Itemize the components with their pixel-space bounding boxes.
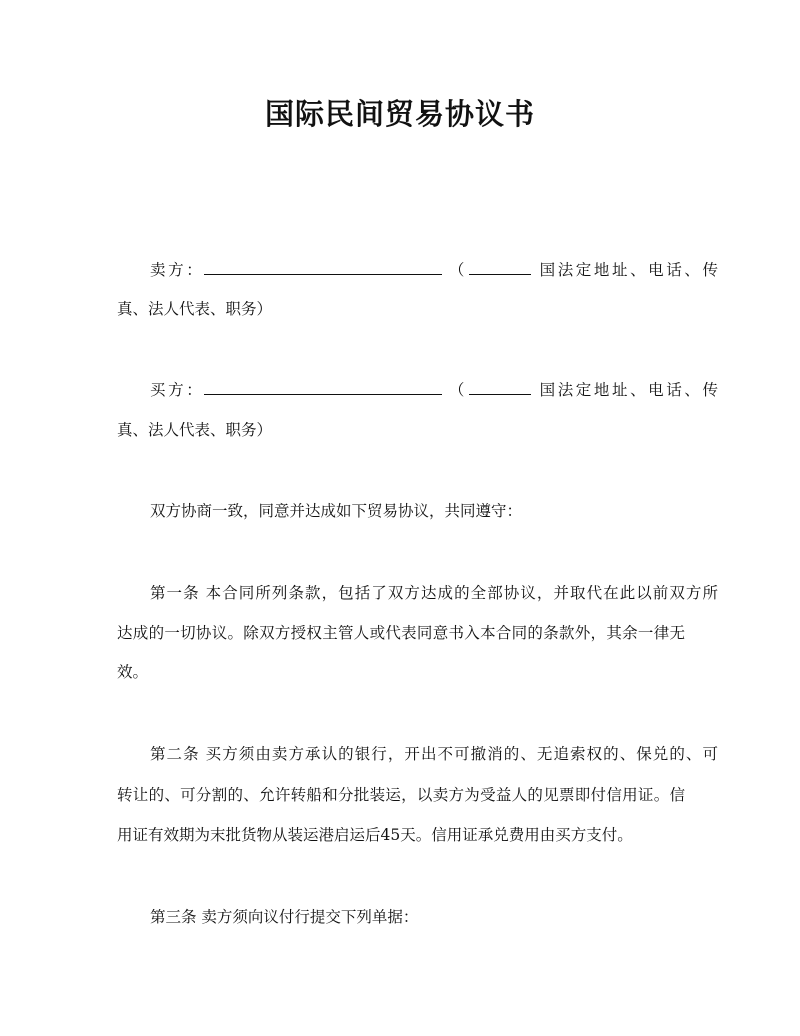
buyer-name-blank	[204, 380, 442, 395]
seller-info-line1: 国法定地址、电话、传	[537, 261, 718, 279]
seller-country-blank	[469, 260, 531, 275]
seller-paren: （	[446, 261, 467, 279]
article2-line3: 用证有效期为末批货物从装运港启运后45天。信用证承兑费用由买方支付。	[117, 826, 633, 844]
document-title: 国际民间贸易协议书	[264, 97, 535, 131]
buyer-info-line2: 真、法人代表、职务）	[117, 421, 273, 439]
article2-line2: 转让的、可分割的、允许转船和分批装运，以卖方为受益人的见票即付信用证。信	[117, 786, 685, 804]
seller-name-blank	[204, 260, 442, 275]
seller-label: 卖方：	[150, 261, 205, 279]
buyer-info-line1: 国法定地址、电话、传	[537, 381, 718, 399]
buyer-label: 买方：	[150, 381, 205, 399]
article1-line3: 效。	[117, 663, 149, 681]
article1-line2: 达成的一切协议。除双方授权主管人或代表同意书入本合同的条款外，其余一律无	[117, 624, 685, 642]
buyer-country-blank	[469, 380, 531, 395]
article2-line1: 第二条 买方须由卖方承认的银行，开出不可撤消的、无追索权的、保兑的、可	[150, 745, 718, 763]
article1-line1: 第一条 本合同所列条款，包括了双方达成的全部协议，并取代在此以前双方所	[150, 584, 718, 602]
article3-line1: 第三条 卖方须向议付行提交下列单据：	[150, 908, 419, 926]
buyer-paren: （	[446, 381, 467, 399]
buyer-line	[117, 380, 718, 400]
seller-info-line2: 真、法人代表、职务）	[117, 300, 273, 318]
intro-paragraph: 双方协商一致，同意并达成如下贸易协议，共同遵守：	[150, 502, 523, 520]
seller-line	[117, 260, 718, 280]
